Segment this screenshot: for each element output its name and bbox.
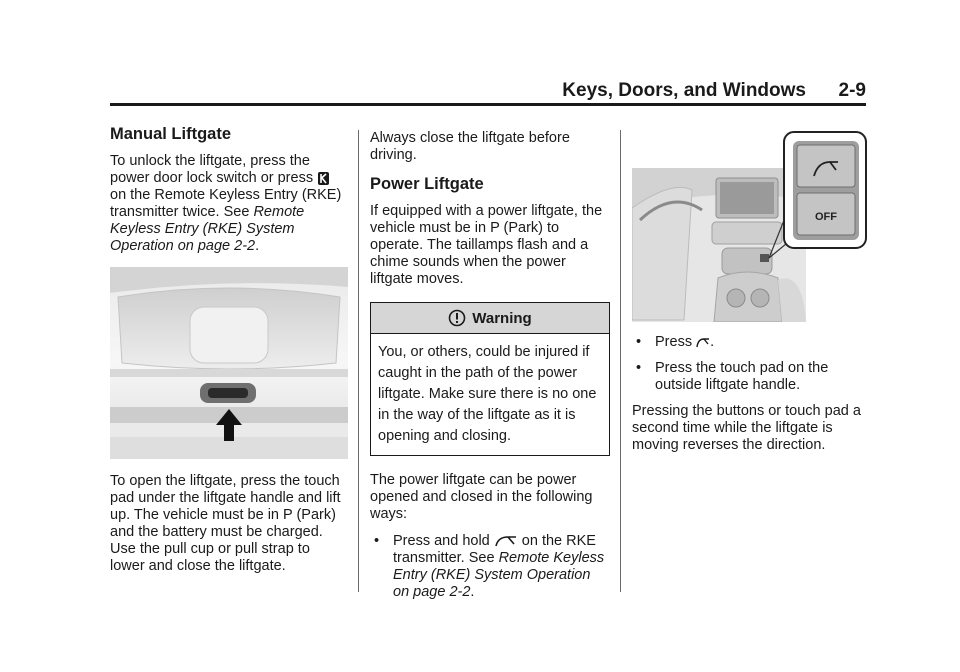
- liftgate-fob-icon: [494, 534, 518, 548]
- cross-reference-link[interactable]: Remote Keyless Entry (RKE) System Operation on page 2-2: [393, 550, 605, 600]
- column-3: [632, 130, 868, 464]
- paragraph-open-liftgate: To open the liftgate, press the touch pad under the liftgate handle and lift up. The vehicle must be in P (Park) and the battery must be charged. Use the pull cup or pull strap to lower and close the liftgate.: [110, 473, 341, 574]
- warning-icon: [448, 309, 466, 327]
- warning-body: You, or others, could be injured if caught in the path of the power liftgate. Make sure there is no one in the way of the liftgate as it is opening and closing.: [378, 344, 597, 444]
- paragraph-unlock: To unlock the liftgate, press the power door lock switch or press on the Remote Keyless Entry (RKE) transmitter twice. See Remote Keyless Entry (RKE) System Operation on page 2-2.: [110, 153, 342, 254]
- warning-header: [371, 303, 609, 334]
- warning-title: Warning: [472, 309, 532, 327]
- warning-box: [370, 302, 610, 456]
- cross-reference-link[interactable]: Remote Keyless Entry (RKE) System Operation on page 2-2: [110, 204, 305, 254]
- list-item: • Press the touch pad on the outside liftgate handle.: [636, 360, 829, 393]
- paragraph-ways: The power liftgate can be power opened and closed in the following ways:: [370, 472, 593, 522]
- liftgate-handle-illustration: [110, 267, 348, 459]
- column-divider: [620, 130, 621, 592]
- list-item: • Press .: [636, 334, 715, 350]
- heading-power-liftgate: Power Liftgate: [370, 175, 484, 193]
- bullet: •: [636, 360, 642, 376]
- column-2: [370, 130, 610, 610]
- paragraph-always-close: Always close the liftgate before driving.: [370, 130, 570, 163]
- switch-off-label: OFF: [815, 211, 837, 223]
- page-number: 2-9: [838, 80, 866, 101]
- paragraph-reverse-direction: Pressing the buttons or touch pad a second time while the liftgate is moving reverses the direction.: [632, 403, 861, 453]
- header-rule: [110, 103, 866, 106]
- bullet: •: [636, 334, 642, 350]
- column-1: [110, 124, 348, 585]
- column-divider: [358, 130, 359, 592]
- paragraph-power-liftgate: If equipped with a power liftgate, the vehicle must be in P (Park) to operate. The taillamps flash and a chime sounds when the power liftgate moves.: [370, 203, 603, 287]
- bullet: •: [374, 533, 380, 549]
- key-fob-unlock-icon: [317, 171, 330, 186]
- liftgate-switch-icon: [696, 335, 710, 349]
- page-header: [110, 80, 866, 104]
- section-title: Keys, Doors, and Windows: [562, 80, 806, 101]
- liftgate-handle-illustration: [110, 267, 348, 459]
- dashboard-switch-illustration: [632, 130, 868, 322]
- heading-manual-liftgate: Manual Liftgate: [110, 125, 232, 143]
- dashboard-switch-illustration: [632, 130, 868, 322]
- list-item: • Press and hold on the RKE transmitter. See Remote Keyless Entry (RKE) System Operation on page 2-2.: [374, 533, 605, 600]
